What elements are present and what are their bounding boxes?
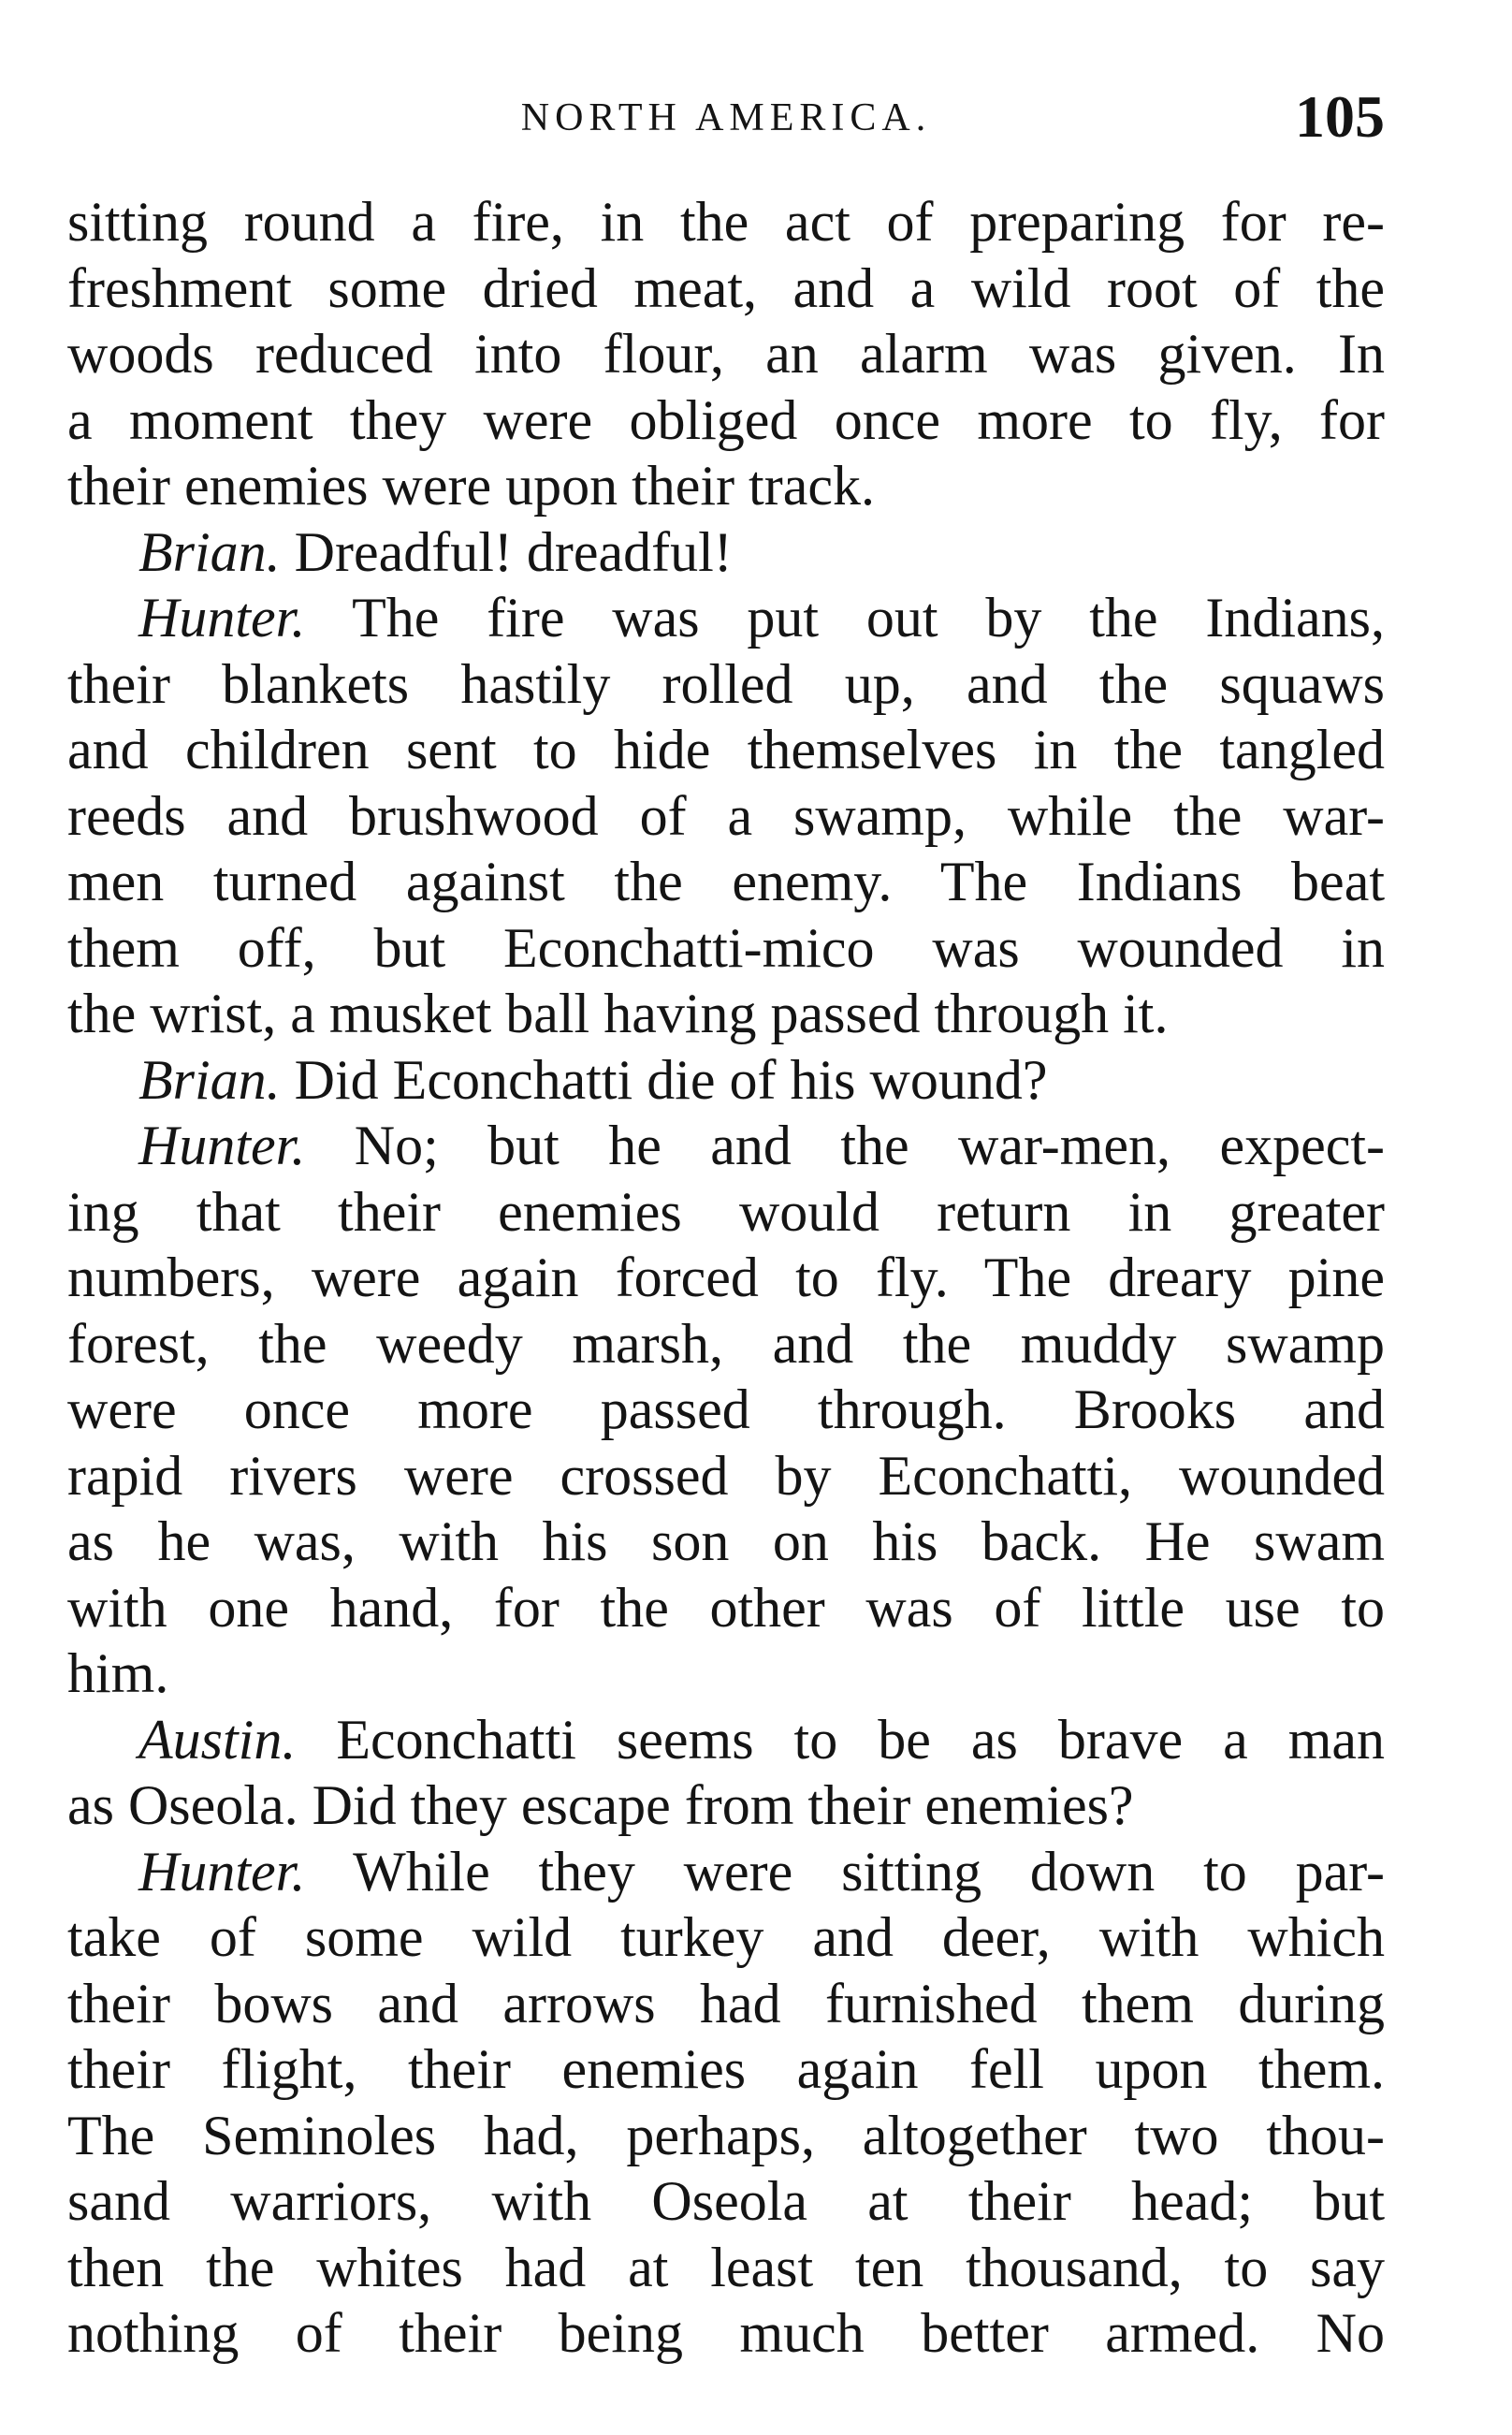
text-line: [67, 1575, 1385, 1641]
speaker-name: Hunter.: [138, 1115, 306, 1176]
text-line: [67, 2235, 1385, 2301]
line-text: numbers, were again forced to fly. The dreary pine: [67, 1247, 1385, 1308]
text-line: [67, 1245, 1385, 1311]
line-text: their enemies were upon their track.: [67, 455, 875, 517]
text-line: [67, 1509, 1385, 1575]
line-text: their bows and arrows had furnished them during: [67, 1972, 1385, 2034]
line-text: Did Econchatti die of his wound?: [294, 1048, 1048, 1111]
line-text: The Seminoles had, perhaps, altogether two thou-: [67, 2104, 1385, 2166]
line-text: reeds and brushwood of a swamp, while the war-: [67, 784, 1385, 847]
text-line: [67, 1904, 1385, 1971]
dialogue-line: [67, 1839, 1385, 1905]
text-line: [67, 321, 1385, 387]
dialogue-line: [67, 585, 1385, 651]
line-text: the wrist, a musket ball having passed through it.: [67, 983, 1169, 1044]
line-text: ing that their enemies would return in greater: [67, 1180, 1385, 1243]
speaker-name: Austin.: [138, 1708, 297, 1771]
text-line: [67, 1179, 1385, 1246]
text-line: [67, 1640, 1385, 1707]
line-text: them off, but Econchatti-mico was wounded in: [67, 916, 1385, 979]
text-line: [67, 1377, 1385, 1443]
speaker-name: Hunter.: [138, 587, 306, 649]
line-text: forest, the weedy marsh, and the muddy swamp: [67, 1312, 1385, 1375]
text-line: [67, 1971, 1385, 2037]
dialogue-line: [67, 1113, 1385, 1179]
line-text: woods reduced into flour, an alarm was given. In: [67, 323, 1385, 385]
line-text: as he was, with his son on his back. He swam: [67, 1510, 1385, 1572]
line-text: The fire was put out by the Indians,: [352, 587, 1385, 649]
line-text: were once more passed through. Brooks and: [67, 1378, 1385, 1440]
line-text: a moment they were obliged once more to fly, for: [67, 388, 1385, 451]
line-text: men turned against the enemy. The Indians beat: [67, 851, 1385, 912]
speaker-name: Hunter.: [138, 1840, 306, 1903]
line-text: rapid rivers were crossed by Econchatti, wounded: [67, 1444, 1385, 1507]
text-line: [67, 2300, 1385, 2367]
text-line: [67, 2036, 1385, 2103]
dialogue-line: [67, 1047, 1385, 1114]
line-text: then the whites had at least ten thousand, to say: [67, 2236, 1385, 2298]
speaker-name: Brian.: [138, 1048, 281, 1111]
text-line: [67, 1443, 1385, 1509]
line-text: as Oseola. Did they escape from their enemies?: [67, 1774, 1134, 1836]
line-text: sand warriors, with Oseola at their head; but: [67, 2170, 1385, 2232]
speaker-name: Brian.: [138, 520, 281, 583]
line-text: No; but he and the war-men, expect-: [354, 1115, 1385, 1176]
text-line: [67, 2168, 1385, 2235]
running-title: NORTH AMERICA.: [520, 96, 932, 139]
line-text: and children sent to hide themselves in the tangled: [67, 719, 1385, 780]
text-line: [67, 651, 1385, 718]
text-line: [67, 915, 1385, 982]
text-line: [67, 255, 1385, 322]
dialogue-line: [67, 519, 1385, 586]
line-text: Dreadful! dreadful!: [294, 520, 733, 583]
text-line: [67, 717, 1385, 783]
text-line: [67, 453, 1385, 519]
running-head: [67, 82, 1385, 167]
line-text: with one hand, for the other was of little use to: [67, 1576, 1385, 1639]
page-number: 105: [1295, 83, 1385, 150]
text-line: [67, 981, 1385, 1047]
text-line: [67, 1772, 1385, 1839]
text-line: [67, 783, 1385, 850]
dialogue-line: [67, 1707, 1385, 1773]
text-line: [67, 387, 1385, 454]
line-text: nothing of their being much better armed. No: [67, 2302, 1385, 2364]
line-text: their blankets hastily rolled up, and the squaws: [67, 652, 1385, 715]
text-line: [67, 1311, 1385, 1378]
line-text: Econchatti seems to be as brave a man: [336, 1708, 1385, 1771]
line-text: While they were sitting down to par-: [353, 1840, 1385, 1903]
line-text: their flight, their enemies again fell upon them.: [67, 2038, 1385, 2100]
text-line: [67, 189, 1385, 255]
line-text: sitting round a fire, in the act of preparing for re-: [67, 191, 1385, 253]
line-text: freshment some dried meat, and a wild root of the: [67, 256, 1385, 319]
text-line: [67, 2103, 1385, 2169]
line-text: him.: [67, 1642, 169, 1704]
line-text: take of some wild turkey and deer, with which: [67, 1906, 1385, 1968]
text-line: [67, 849, 1385, 915]
text-body: [67, 189, 1385, 2367]
